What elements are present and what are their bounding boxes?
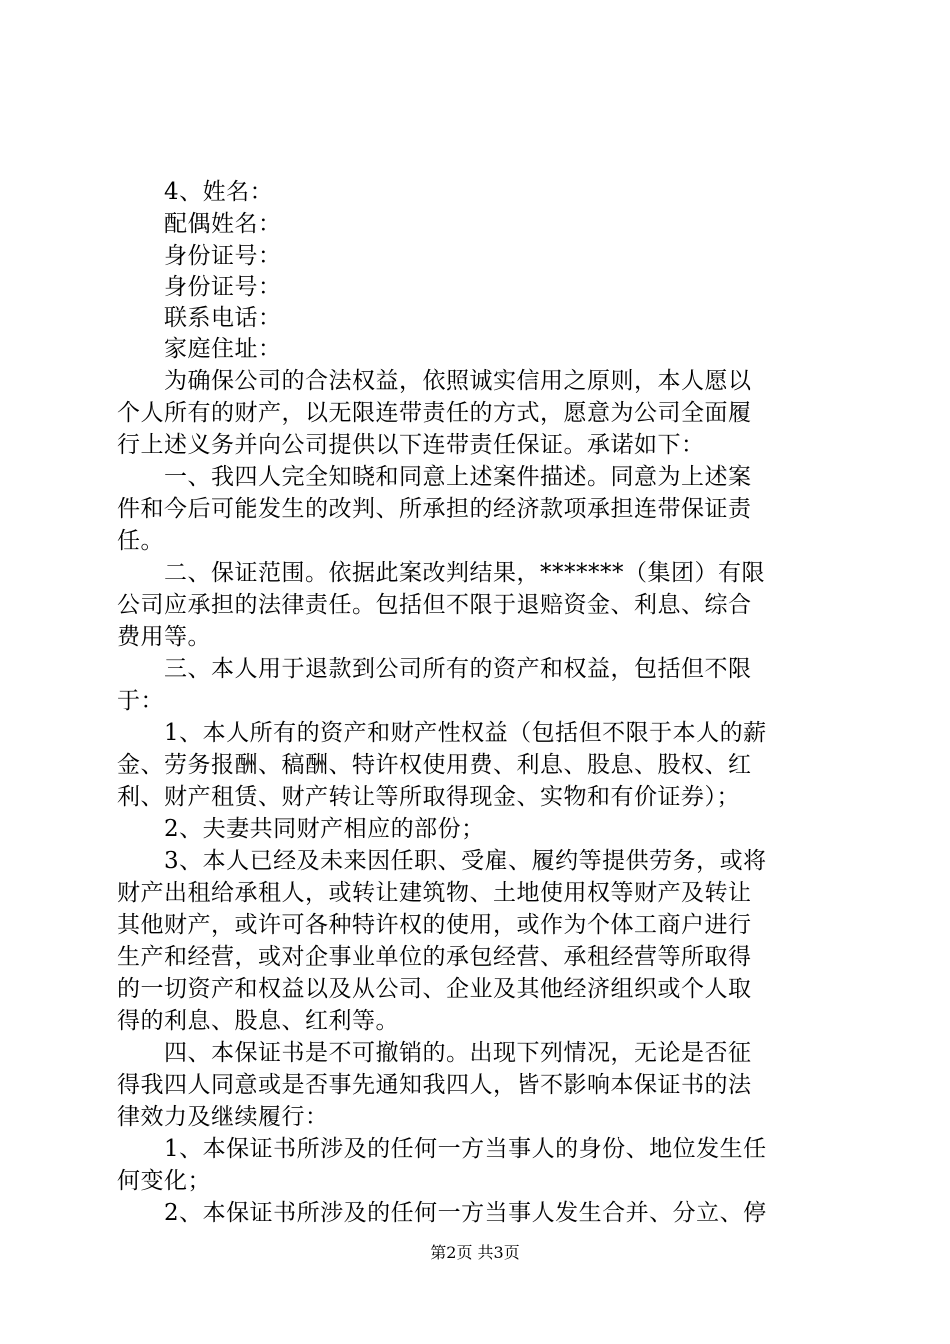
page-footer: 第2页 共3页 <box>430 1243 520 1262</box>
text-line: 费用等。 <box>117 624 211 650</box>
text-line: 四、本保证书是不可撤销的。出现下列情况，无论是否征 <box>117 1040 752 1066</box>
text-line: 何变化； <box>117 1168 211 1194</box>
text-line: 得的利息、股息、红利等。 <box>117 1008 399 1034</box>
text-line: 3、本人已经及未来因任职、受雇、履约等提供劳务，或将 <box>117 848 767 874</box>
text-line: 4、姓名： <box>117 179 274 205</box>
text-line: 1、本人所有的资产和财产性权益（包括但不限于本人的薪 <box>117 720 767 746</box>
text-line: 为确保公司的合法权益，依照诚实信用之原则，本人愿以 <box>117 368 752 394</box>
text-line: 的一切资产和权益以及从公司、企业及其他经济组织或个人取 <box>117 976 752 1002</box>
text-line: 任。 <box>117 528 164 554</box>
text-line: 一、我四人完全知晓和同意上述案件描述。同意为上述案 <box>117 464 752 490</box>
text-line: 2、本保证书所涉及的任何一方当事人发生合并、分立、停 <box>117 1200 767 1226</box>
text-line: 利、财产租赁、财产转让等所取得现金、实物和有价证券）； <box>117 784 740 810</box>
text-line: 件和今后可能发生的改判、所承担的经济款项承担连带保证责 <box>117 496 752 522</box>
text-line: 于： <box>117 688 164 714</box>
text-line: 1、本保证书所涉及的任何一方当事人的身份、地位发生任 <box>117 1136 767 1162</box>
text-line: 身份证号： <box>117 274 282 300</box>
text-line: 得我四人同意或是否事先通知我四人，皆不影响本保证书的法 <box>117 1072 752 1098</box>
text-line: 家庭住址： <box>117 336 282 362</box>
text-line: 其他财产，或许可各种特许权的使用，或作为个体工商户进行 <box>117 912 752 938</box>
text-line: 配偶姓名： <box>117 211 282 237</box>
text-line: 三、本人用于退款到公司所有的资产和权益，包括但不限 <box>117 656 752 682</box>
text-line: 财产出租给承租人，或转让建筑物、土地使用权等财产及转让 <box>117 880 752 906</box>
text-line: 生产和经营，或对企事业单位的承包经营、承租经营等所取得 <box>117 944 752 970</box>
text-line: 个人所有的财产，以无限连带责任的方式，愿意为公司全面履 <box>117 400 752 426</box>
text-line: 二、保证范围。依据此案改判结果，*******（集团）有限 <box>117 560 765 586</box>
text-line: 行上述义务并向公司提供以下连带责任保证。承诺如下： <box>117 432 705 458</box>
text-line: 公司应承担的法律责任。包括但不限于退赔资金、利息、综合 <box>117 592 752 618</box>
text-line: 律效力及继续履行： <box>117 1104 329 1130</box>
text-line: 身份证号： <box>117 243 282 269</box>
text-line: 联系电话： <box>117 305 282 331</box>
text-line: 2、夫妻共同财产相应的部份； <box>117 816 485 842</box>
text-line: 金、劳务报酬、稿酬、特许权使用费、利息、股息、股权、红 <box>117 752 752 778</box>
